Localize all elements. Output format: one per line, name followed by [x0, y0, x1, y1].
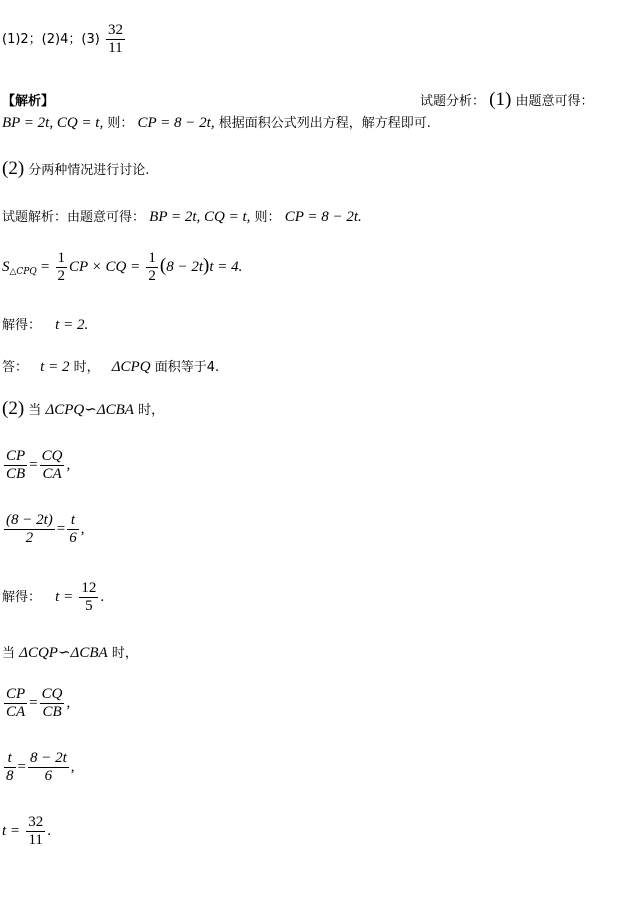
- answer-fraction: [106, 22, 125, 57]
- ratio-2: $\frac{(8 - 2t)}{2}$ = $\frac{t}{6}$ ,: [6, 512, 85, 546]
- ratio-3: $\frac{CP}{CA}$ = $\frac{CQ}{CB}$ ,: [6, 686, 71, 720]
- solve1-line: 解得： t = 2.: [2, 317, 89, 333]
- area-equation: $S_{\triangle CPQ}$ = $\frac{1}{2}$ CP × CQ = $\frac{1}{2}$ (8 − 2t)t = 4.: [2, 250, 243, 284]
- answer-line: [2, 22, 127, 57]
- solution-intro-line: 试题解析：由题意可得： BP = 2t, CQ = t, 则： CP = 8 − 2t.: [2, 209, 362, 225]
- final-result: t = $\frac{32}{11}$ .: [2, 814, 51, 848]
- answer-num: 32: [107, 22, 123, 38]
- analysis-p2-line: (2) 分两种情况进行讨论.: [2, 158, 150, 179]
- analysis-p1-mark: (1): [489, 89, 512, 110]
- case3-line: 当 ΔCQP∽ΔCBA 时，: [2, 645, 138, 661]
- half-fraction-2: $\frac{1}{2}$: [148, 250, 156, 284]
- jiexi-label: 【解析】: [2, 94, 55, 109]
- analysis-eq-line: BP = 2t, CQ = t, 则： CP = 8 − 2t, 根据面积公式列出方程，解方程即可.: [2, 115, 431, 131]
- answer-statement: 答： t = 2 时， ΔCPQ 面积等于4.: [2, 359, 220, 375]
- case2-line: (2) 当 ΔCPQ∽ΔCBA 时，: [2, 398, 165, 419]
- answer-den: 11: [108, 40, 123, 56]
- ratio-4: $\frac{t}{8}$ = $\frac{8 - 2t}{6}$ ,: [6, 750, 75, 784]
- solve2-line: 解得： t = $\frac{12}{5}$ .: [2, 580, 105, 614]
- analysis-p1-text: 由题意可得：: [515, 94, 594, 109]
- analysis-header: 试题分析： (1) 由题意可得：: [420, 89, 594, 110]
- half-fraction-1: $\frac{1}{2}$: [57, 250, 65, 284]
- ratio-1: $\frac{CP}{CB}$ = $\frac{CQ}{CA}$ ,: [6, 448, 71, 482]
- answer-parts: (1)2；(2)4；(3): [2, 32, 100, 47]
